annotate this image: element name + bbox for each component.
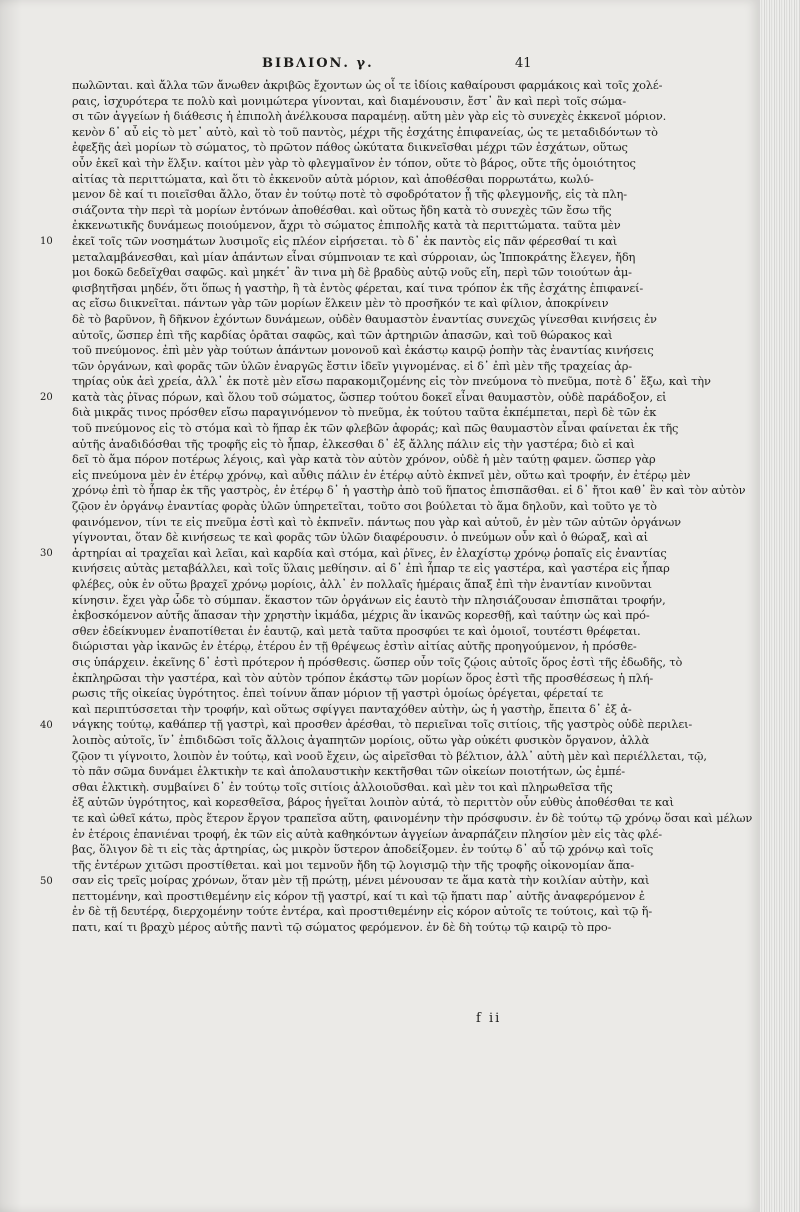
text-line: ἐξ αὐτῶν ὑγρότητος, καὶ κορεσθεῖσα, βάρος ἡγεῖται λοιπὸν αὐτά, τὸ περιττὸν οὖν εὐθὺς ἀποθέσθαι τε καὶ	[72, 795, 674, 810]
margin-line-number: 30	[40, 548, 53, 559]
text-line: κατὰ τὰς ῥῖνας πόρων, καὶ ὅλου τοῦ σώματος, ὥσπερ τούτου δοκεῖ εἶναι θαυμαστὸν, οὐδὲ παράδοξον, εἰ	[72, 389, 667, 404]
text-line: αὐτοῖς, ὥσπερ ἐπὶ τῆς καρδίας ὁρᾶται σαφῶς, καὶ τῶν ἀρτηριῶν ἁπασῶν, καὶ τοῦ θώρακος καὶ	[72, 327, 613, 342]
text-line: τοῦ πνεύμονος. ἐπὶ μὲν γὰρ τούτων ἁπάντων μονονοῦ καὶ ἐκάστῳ καιρῷ ῥοπὴν τὰς ἐναντίας κινήσεις	[72, 343, 654, 358]
text-line: αἰτίας τὰ περιττώματα, καὶ ὅτι τὸ ἐκκενοῦν αὐτὰ μόριον, καὶ ἀποθέσθαι πορρωτάτω, κωλύ-	[72, 171, 594, 186]
text-line: ἐκκενωτικῆς δυνάμεως ποιούμενον, ἄχρι τὸ σώματος ἐπιπολῆς κατὰ τὰ περιττώματα. ταῦτα μὲν	[72, 218, 621, 233]
text-line: τῶν ὀργάνων, καὶ φορᾶς τῶν ὑλῶν ἐναργῶς ἔστιν ἰδεῖν γιγνομένας. εἰ δ᾽ ἐπὶ μὲν τῆς τραχείας ἀρ-	[72, 358, 632, 373]
text-line: γίγνονται, ὅταν δὲ κινήσεως τε καὶ φορᾶς τῶν ὑλῶν διαφέρουσιν. ὁ πνεύμων οὖν καὶ ὁ θώραξ, καὶ αἱ	[72, 530, 648, 545]
text-line: μοι δοκῶ δεδεῖχθαι σαφῶς. καὶ μηκέτ᾽ ἂν τινα μὴ δὲ βραδὺς αὐτῷ νοῦς εἴη, περὶ τῶν τοιούτων ἀμ-	[72, 265, 632, 280]
text-line: φισβητῆσαι μηδέν, ὅτι ὅπως ἡ γαστὴρ, ἢ τὰ ἐντὸς φέρεται, καί τινα τρόπον ἐκ τῆς ἐσχάτης ἐπιφανεί-	[72, 280, 644, 295]
text-line: σθεν ἐδείκνυμεν ἐναποτίθεται ἐν ἑαυτῷ, καὶ μετὰ ταῦτα προσφύει τε καὶ ὁμοιοῖ, τουτέστι θρέφεται.	[72, 623, 641, 638]
text-line: τηρίας οὐκ ἀεὶ χρεία, ἀλλ᾽ ἐκ ποτὲ μὲν εἴσω παρακομιζομένης εἰς τὸν πνεύμονα τὸ πνεῦμα, ποτὲ δ᾽ ἔξω, καὶ τὴν	[72, 374, 711, 389]
text-line: τοῦ πνεύμονος εἰς τὸ στόμα καὶ τὸ ἥπαρ ἐκ τῶν φλεβῶν ἀφοράς; καὶ πῶς θαυμαστὸν εἶναι φαίνεται ἐκ τῆς	[72, 421, 679, 436]
text-line: κενὸν δ᾽ αὖ εἰς τὸ μετ᾽ αὐτὸ, καὶ τὸ τοῦ παντὸς, μέχρι τῆς ἐσχάτης ἐπιφανείας, ὡς τε μεταδιδόντων τὸ	[72, 124, 658, 139]
text-line: αὐτῆς ἀναδιδόσθαι τῆς τροφῆς εἰς τὸ ἧπαρ, ἑλκεσθαι δ᾽ ἐξ ἄλλης πάλιν εἰς τὴν γαστέρα; διὸ εἰ καὶ	[72, 436, 635, 451]
text-line: διώρισται γὰρ ἱκανῶς ἐν ἑτέρῳ, ἑτέρου ἐν τῇ θρέψεως ἐστὶν αἰτίας αὐτῆς προηγούμενον, ἡ πρόσθε-	[72, 639, 637, 654]
text-line: σις ὑπάρχειν. ἐκεῖνης δ᾽ ἐστὶ πρότερον ἡ πρόσθεσις. ὥσπερ οὖν τοῖς ζῴοις αὐτοῖς ὅρος ἐστὶ τῆς ἐδωδῆς, τὸ	[72, 654, 683, 669]
text-line: σαν εἰς τρεῖς μοίρας χρόνων, ὅταν μὲν τῇ πρώτῃ, μένει μένουσαν τε ἅμα κατὰ τὴν κοιλίαν αὐτὴν, καὶ	[72, 873, 650, 888]
text-line: σθαι ἐλκτικὴ. συμβαίνει δ᾽ ἐν τούτῳ τοῖς σιτίοις ἀλλοιοῦσθαι. καὶ μὲν τοι καὶ πληρωθεῖσα τῆς	[72, 779, 613, 794]
text-line: δὲ τὸ βαρῦνον, ἢ δῆκνον ἐχόντων δυνάμεων, οὐδὲν θαυμαστὸν ἐναντίας συνεχῶς γίνεσθαι κινήσεις ἐν	[72, 311, 657, 326]
text-line: ἐκεῖ τοῖς τῶν νοσημάτων λυσιμοῖς εἰς πλέον εἰρήσεται. τὸ δ᾽ ἐκ παντὸς εἰς πᾶν φέρεσθαί τι καὶ	[72, 233, 618, 248]
page-number: 41	[515, 56, 532, 71]
text-line: διὰ μικρᾶς τινος πρόσθεν εἴσω παραγινόμενον τὸ πνεῦμα, ἐκ τούτου ταῦτα ἐκπέμπεται, περὶ δὲ τῶν ἐκ	[72, 405, 657, 420]
text-line: μενον δὲ καί τι ποιεῖσθαι ἄλλο, ὅταν ἐν τούτῳ ποτὲ τὸ σφοδρότατον ᾖ τῆς φλεγμονῆς, εἰς τὰ πλη-	[72, 187, 627, 202]
text-line: πεττομένην, καὶ προστιθεμένην εἰς κόρον τῇ γαστρί, καί τι καὶ τῷ ἥπατι παρ᾽ αὐτῆς ἀναφερόμενον ἐ	[72, 888, 645, 903]
text-line: χρόνῳ ἐπὶ τὸ ἧπαρ ἐκ τῆς γαστρὸς, ἐν ἑτέρῳ δ᾽ ἡ γαστὴρ ἀπὸ τοῦ ἥπατος ἐπισπᾶσθαι. εἰ δ᾽ ἤτοι καθ᾽ ἓν καὶ τὸν αὐτὸν	[72, 483, 746, 498]
text-line: ἐκβοσκόμενον αὐτῆς ἅπασαν τὴν χρηστὴν ἰκμάδα, μέχρις ἂν ἱκανῶς κορεσθῇ, καὶ ταύτην ὡς καὶ πρό-	[72, 608, 650, 623]
page-header	[72, 56, 532, 76]
margin-line-number: 10	[40, 236, 53, 247]
page-gutter	[0, 0, 22, 1212]
text-line: βας, ὅλιγον δὲ τι εἰς τὰς ἀρτηρίας, ὡς μικρὸν ὕστερον ἀποδείξομεν. ἐν τούτῳ δ᾽ αὖ τῷ χρόνῳ καὶ τοῖς	[72, 842, 654, 857]
text-line: φαινόμενον, τίνι τε εἰς πνεῦμα ἐστὶ καὶ τὸ ἐκπνεῖν. πάντως που γὰρ καὶ αὐτοῦ, ἐν μὲν τῶν αὐτῶν ὀργάνων	[72, 514, 681, 529]
text-line: πωλῶνται. καὶ ἄλλα τῶν ἄνωθεν ἀκριβῶς ἔχοντων ὡς οἷ τε ἰδίοις καθαίρουσι φαρμάκοις καὶ τοῖς χολέ-	[72, 78, 663, 92]
text-line: κίνησιν. ἔχει γὰρ ὧδε τὸ σύμπαν. ἕκαστον τῶν ὀργάνων εἰς ἑαυτὸ τὴν πλησιάζουσαν ἐπισπᾶται τροφήν,	[72, 592, 666, 607]
text-line: καὶ περιπτύσσεται τὴν τροφήν, καὶ οὕτως σφίγγει πανταχόθεν αὐτὴν, ὡς ἡ γαστὴρ, ἔπειτα δ᾽ ἐξ ἀ-	[72, 701, 632, 716]
text-line: μεταλαμβάνεσθαι, καὶ μίαν ἁπάντων εἶναι σύμπνοιαν τε καὶ σύρροιαν, ὡς Ἱπποκράτης ἔλεγεν, ἤδη	[72, 249, 636, 264]
text-line: λοιπὸς αὐτοῖς, ἵν᾽ ἐπιδιδῶσι τοῖς ἄλλοις ἀγαπητῶν μορίοις, οὕτω γὰρ οὐκέτι φυσικὸν ὄργανον, ἀλλὰ	[72, 732, 650, 747]
signature-mark: f ii	[476, 1011, 502, 1026]
text-line: δεῖ τὸ ἅμα πόρον ποτέρως λέγοις, καὶ γὰρ κατὰ τὸν αὐτὸν χρόνον, οὐδὲ ἡ μὲν ταύτῃ φαμεν. ὥσπερ γὰρ	[72, 452, 656, 467]
text-line: ας εἴσω διικνεῖται. πάντων γὰρ τῶν μορίων ἕλκειν μὲν τὸ προσῆκόν τε καὶ φίλιον, ἀποκρίνειν	[72, 296, 609, 311]
book-fore-edge	[760, 0, 800, 1212]
text-line: σιάζοντα τὴν περὶ τὰ μορίων ἐντόνων ἀποθέσθαι. καὶ οὕτως ἤδη κατὰ τὸ συνεχὲς τῶν ἔσω τῆς	[72, 202, 612, 217]
text-line: ἐφεξῆς ἀεὶ μορίων τὸ σώματος, τὸ πρῶτον πάθος ὠκύτατα διικνεῖσθαι μέχρι τῶν ἐσχάτων, οὕτως	[72, 140, 628, 155]
margin-line-number: 40	[40, 719, 53, 731]
text-line: ἐκπληρῶσαι τὴν γαστέρα, καὶ τὸν αὐτὸν τρόπον ἑκάστῳ τῶν μορίων ὅρος ἐστὶ τῆς προσθέσεως ἡ πλή-	[72, 670, 654, 685]
running-title: ΒΙΒΛΙΟΝ. γ.	[262, 56, 374, 71]
text-line: ζῷον ἐν ὀργάνῳ ἐναντίας φορὰς ὑλῶν ὑπηρετεῖται, τοῦτο σοι βούλεται τὸ ἅμα δηλοῦν, καὶ τοῦτο γε τὸ	[72, 499, 657, 514]
text-line: εἰς πνεύμονα μὲν ἐν ἑτέρῳ χρόνῳ, καὶ αὖθις πάλιν ἐν ἑτέρῳ αὐτὸ ἐκπνεῖ μὲν, οὕτω καὶ τροφήν, ἐν ἑτέρῳ μὲν	[72, 467, 691, 482]
text-line: σι τῶν ἀγγείων ἡ διάθεσις ἡ ἐπιπολὴ ἀνέλκουσα παραμένῃ. αὕτη μὲν γὰρ εἰς τὸ συνεχὲς ἐκκενοῖ μόριον.	[72, 109, 667, 124]
text-line: ἐν ἑτέροις ἐπανιέναι τροφή, ἐκ τῶν εἰς αὐτὰ καθηκόντων ἀγγείων ἀναρπάζειν πλησίον μὲν εἰς τὰς φλέ-	[72, 826, 662, 841]
text-line: ἀρτηρίαι αἱ τραχεῖαι καὶ λεῖαι, καὶ καρδία καὶ στόμα, καὶ ῥῖνες, ἐν ἐλαχίστῳ χρόνῳ ῥοπαῖς εἰς ἐναντίας	[72, 545, 667, 560]
text-line: τὸ πᾶν σῶμα δυνάμει ἑλκτικὴν τε καὶ ἀπολαυστικὴν κεκτῆσθαι τῶν οἰκείων ποιοτήτων, ὡς ἐμπέ-	[72, 764, 625, 779]
text-line: ἐν δὲ τῇ δευτέρᾳ, διερχομένην τούτε ἐντέρα, καὶ προστιθεμένην εἰς κόρον αὐτοῖς τε τούτοις, καὶ τῷ ἥ-	[72, 904, 653, 919]
text-line: τῆς ἐντέρων χιτῶσι προστίθεται. καὶ μοι τεμνοῦν ἤδη τῷ λογισμῷ τὴν τῆς τροφῆς οἰκονομίαν ἅπα-	[72, 857, 635, 872]
text-line: πατι, καί τι βραχὺ μέρος αὐτῆς παντὶ τῷ σώματος φερόμενον. ἐν δὲ δὴ τούτῳ τῷ καιρῷ τὸ προ-	[72, 920, 612, 935]
text-line: τε καὶ ὡθεῖ κάτω, πρὸς ἕτερον ἔργον τραπεῖσα αὕτη, φαινομένην τὴν πρόσφυσιν. ἐν δὲ τούτῳ τῷ χρόνῳ ὅσαι καὶ μέλων	[72, 810, 753, 825]
text-line: νάγκης τούτῳ, καθάπερ τῇ γαστρὶ, καὶ προσθεν ἀρέσθαι, τὸ περιεῖναι τοῖς σιτίοις, τῆς γαστρὸς οὐδὲ περιλει-	[72, 717, 693, 732]
text-line: κινήσεις αὐτὰς μεταβάλλει, καὶ τοῖς ὕλαις μεθίησιν. αἱ δ᾽ ἐπὶ ἧπαρ τε εἰς γαστέρα, καὶ γαστέρα εἰς ἧπαρ	[72, 561, 670, 576]
margin-line-number: 50	[40, 875, 53, 887]
margin-line-number: 20	[40, 392, 53, 403]
greek-text-block	[72, 78, 753, 936]
text-line: οὖν ἐκεῖ καὶ τὴν ἕλξιν. καίτοι μὲν γὰρ τὸ φλεγμαῖνον ἐν τόπον, οὔτε τὸ βάρος, οὔτε τῆς ὁμοιότητος	[72, 155, 636, 170]
text-line: φλέβες, οὐκ ἐν οὕτω βραχεῖ χρόνῳ μορίοις, ἀλλ᾽ ἐν πολλαῖς ἡμέραις ἅπαξ ἐπὶ τὴν ἐναντίαν κινοῦνται	[72, 577, 652, 591]
text-line: ζῷον τι γίγνοιτο, λοιπὸν ἐν τούτῳ, καὶ νοοῦ ἔχειν, ὡς αἱρεῖσθαι τὸ βέλτιον, ἀλλ᾽ αὐτὴ μὲν καὶ περιέλλεται, τῷ,	[72, 748, 707, 763]
text-line: ραις, ἰσχυρότερα τε πολὺ καὶ μονιμώτερα γίνονται, καὶ διαμένουσιν, ἔστ᾽ ἂν καὶ περὶ τοῖς σώμα-	[72, 93, 627, 108]
text-line: ρωσις τῆς οἰκείας ὑγρότητος. ἐπεὶ τοίνυν ἅπαν μόριον τῇ γαστρὶ ὁμοίως ὀρέγεται, φέρεταί τε	[72, 686, 603, 701]
